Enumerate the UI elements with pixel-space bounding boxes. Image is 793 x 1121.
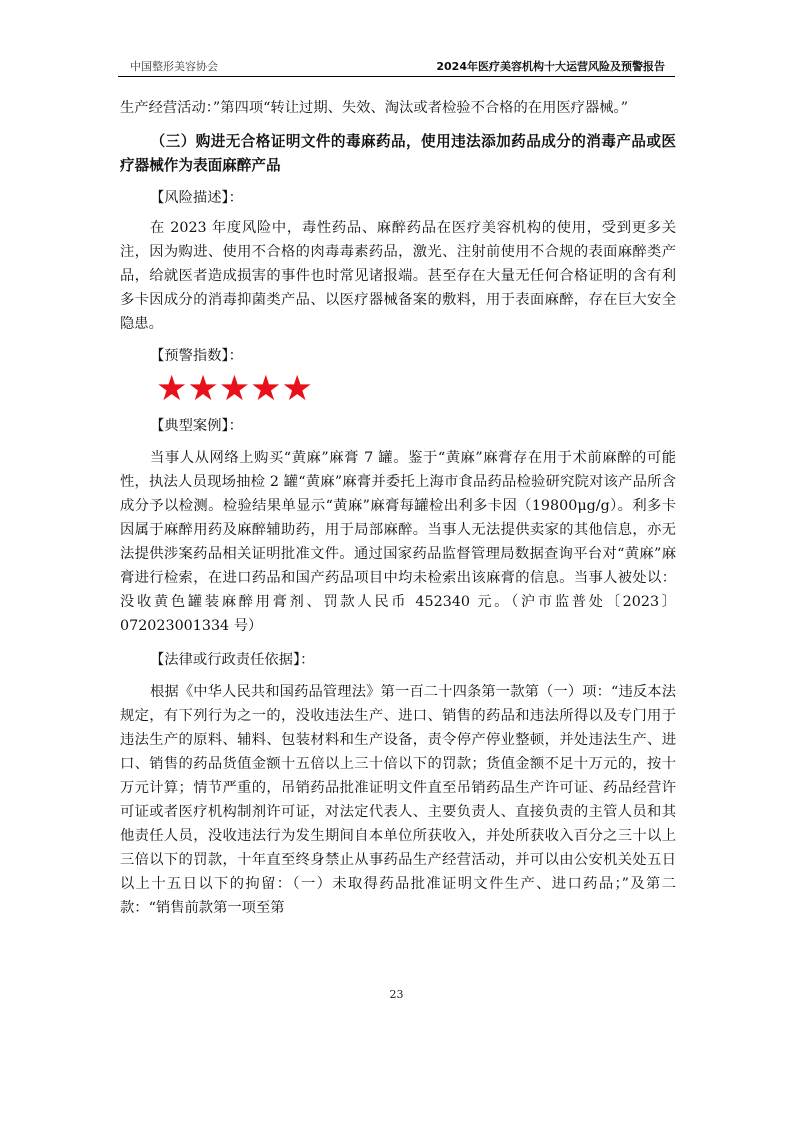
header-report-title: 2024年医疗美容机构十大运营风险及预警报告 — [436, 60, 665, 73]
intro-paragraph: 生产经营活动：”第四项“转让过期、失效、淘汰或者检验不合格的在用医疗器械。” — [120, 100, 629, 116]
typical-case-label: 【典型案例】： — [150, 418, 243, 434]
warning-rating-stars: ★★★★★ — [156, 369, 313, 409]
header-organization: 中国整形美容协会 — [130, 60, 218, 73]
section-title: （三）购进无合格证明文件的毒麻药品，使用违法添加药品成分的消毒产品或医疗器械作为表面麻醉产品 — [120, 133, 676, 174]
page-header — [118, 56, 675, 77]
page-content — [120, 96, 676, 920]
risk-description-label: 【风险描述】： — [150, 190, 243, 206]
warning-index-label: 【预警指数】： — [150, 348, 243, 364]
legal-basis-text: 根据《中华人民共和国药品管理法》第一百二十四条第一款第（一）项：“违反本法规定，有下列行为之一的，没收违法生产、进口、销售的药品和违法所得以及专门用于违法生产的原料、辅料、包装材料和生产设备，责令停产停业整顿，并处违法生产、进口、销售的药品货值金额十五倍以上三十倍以下的罚款；货值金额不足十万元的，按十万元计算；情节严重的，吊销药品批准证明文件直至吊销药品生产许可证、药品经营许可证或者医疗机构制剂许可证，对法定代表人、主要负责人、直接负责的主管人员和其他责任人员，没收违法行为发生期间自本单位所获收入，并处所获收入百分之三十以上三倍以下的罚款，十年直至终身禁止从事药品生产经营活动，并可以由公安机关处五日以上十五日以下的拘留：（一）未取得药品批准证明文件生产、进口药品；”及第二款：“销售前款第一项至第 — [120, 684, 676, 916]
page-number: 23 — [389, 988, 404, 1001]
risk-description-text: 在 2023 年度风险中，毒性药品、麻醉药品在医疗美容机构的使用，受到更多关注，因为购进、使用不合格的肉毒毒素药品，激光、注射前使用不合规的表面麻醉类产品，给就医者造成损害的事件也时常见诸报端。甚至存在大量无任何合格证明的含有利多卡因成分的消毒抑菌类产品、以医疗器械备案的敷料，用于表面麻醉，存在巨大安全隐患。 — [120, 220, 676, 332]
legal-basis-label: 【法律或行政责任依据】： — [150, 652, 315, 668]
typical-case-text: 当事人从网络上购买“黄麻”麻膏 7 罐。鉴于“黄麻”麻膏存在用于术前麻醉的可能性，执法人员现场抽检 2 罐“黄麻”麻膏并委托上海市食品药品检验研究院对该产品所含成分予以检测。检验结果单显示“黄麻”麻膏每罐检出利多卡因（19800μg/g）。利多卡因属于麻醉用药及麻醉辅助药，用于局部麻醉。当事人无法提供卖家的其他信息，亦无法提供涉案药品相关证明批准文件。通过国家药品监督管理局数据查询平台对“黄麻”麻膏进行检索，在进口药品和国产药品项目中均未检索出该麻膏的信息。当事人被处以：没收黄色罐装麻醉用膏剂、罚款人民币 452340 元。（沪市监普处〔2023〕072023001334 号） — [120, 450, 676, 634]
